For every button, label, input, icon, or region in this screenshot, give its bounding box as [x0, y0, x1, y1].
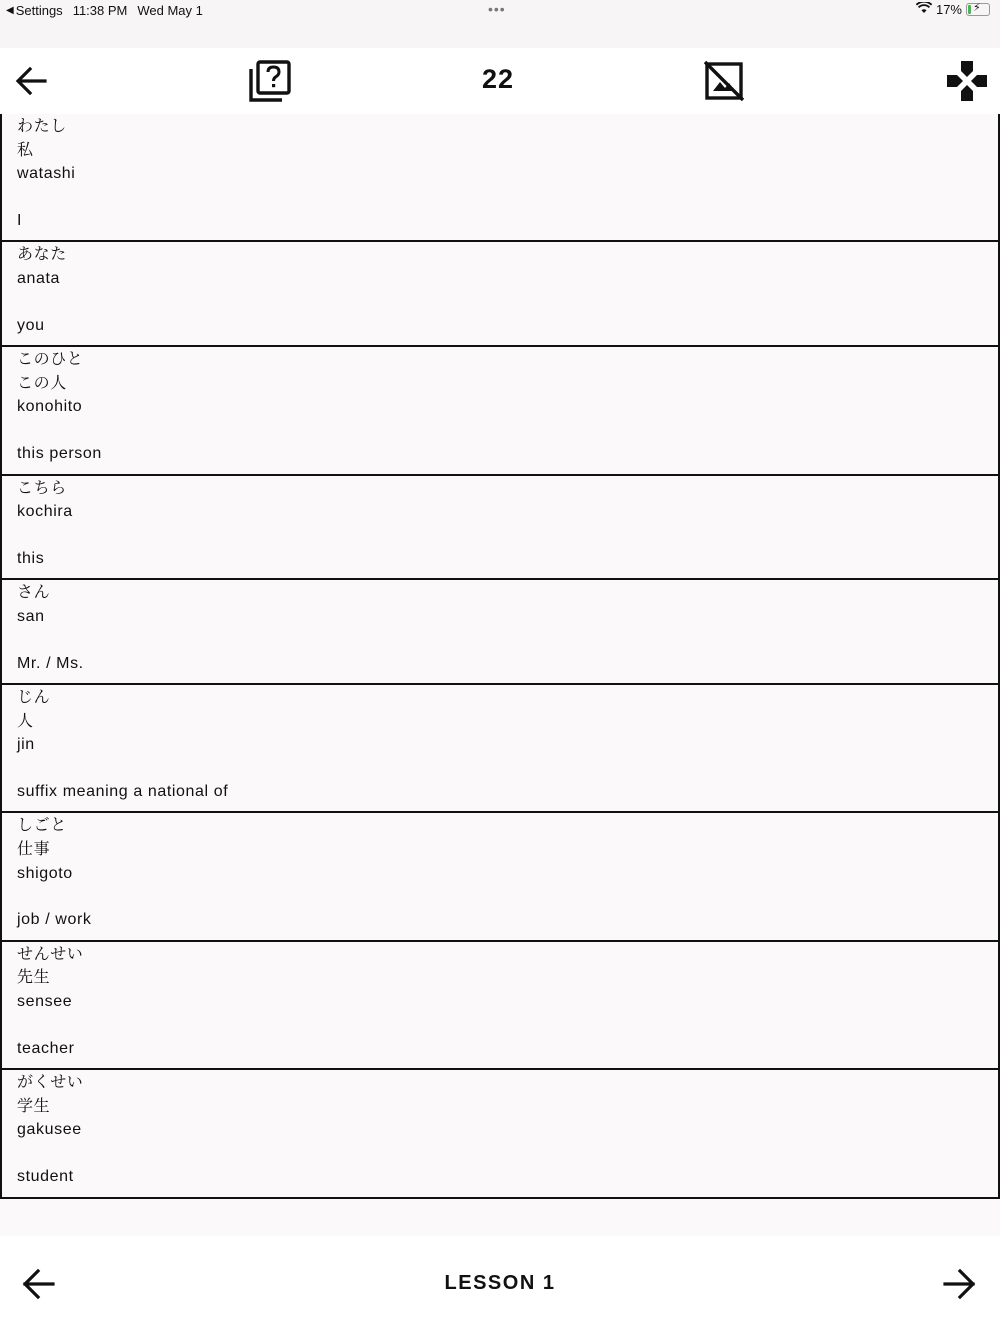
card-count: 22: [481, 64, 515, 94]
multitask-dots[interactable]: •••: [488, 1, 506, 17]
vocab-spacer: [17, 629, 983, 652]
vocab-spacer: [17, 1142, 983, 1165]
vocab-item[interactable]: [0, 685, 1000, 813]
status-time: 11:38 PM: [72, 3, 128, 18]
wifi-icon: [916, 2, 932, 17]
vocab-item[interactable]: [0, 476, 1000, 581]
back-button[interactable]: [8, 58, 54, 104]
vocab-meaning: job / work: [17, 911, 92, 929]
vocab-romaji: san: [17, 607, 45, 625]
vocab-meaning: suffix meaning a national of: [17, 782, 229, 800]
vocabulary-list[interactable]: [0, 114, 1000, 1236]
battery-icon: ⚡: [966, 3, 990, 16]
vocab-romaji: anata: [17, 269, 61, 287]
quiz-button[interactable]: [247, 58, 293, 104]
bottom-bar: [0, 1236, 1000, 1334]
vocab-romaji: shigoto: [17, 864, 73, 882]
vocab-spacer: [17, 1014, 983, 1037]
vocab-kanji: 学生: [17, 1097, 51, 1115]
vocab-romaji: watashi: [17, 165, 76, 183]
vocab-romaji: konohito: [17, 398, 83, 416]
status-date: Wed May 1: [137, 3, 203, 18]
vocab-meaning: Mr. / Ms.: [17, 654, 84, 672]
vocab-item[interactable]: [0, 580, 1000, 685]
vocab-kana: わたし: [17, 118, 67, 135]
vocab-spacer: [17, 291, 983, 314]
lesson-title: LESSON 1: [444, 1272, 556, 1294]
back-to-app-icon[interactable]: ◀: [6, 5, 14, 16]
vocab-kana: じん: [17, 689, 51, 707]
vocab-romaji: gakusee: [17, 1121, 82, 1139]
status-bar: [0, 0, 1000, 48]
vocab-romaji: kochira: [17, 503, 73, 521]
vocab-item[interactable]: [0, 1070, 1000, 1198]
next-lesson-button[interactable]: [940, 1266, 980, 1302]
question-cards-icon: [248, 59, 292, 103]
vocab-meaning: student: [17, 1168, 74, 1185]
status-right: [916, 2, 990, 17]
back-app-label[interactable]: Settings: [15, 3, 63, 18]
vocab-romaji: sensee: [17, 993, 73, 1011]
vocab-kanji: 私: [17, 141, 34, 159]
vocab-romaji: jin: [17, 736, 35, 754]
arrow-left-icon: [15, 67, 47, 95]
vocab-kana: あなた: [17, 246, 67, 264]
status-left: [6, 3, 203, 18]
vocab-item[interactable]: [0, 347, 1000, 475]
vocab-spacer: [17, 885, 983, 908]
vocab-kana: しごと: [17, 817, 67, 835]
vocab-spacer: [17, 524, 983, 547]
hide-image-icon: [703, 60, 745, 102]
battery-percent: 17%: [935, 2, 962, 17]
vocab-item[interactable]: [0, 114, 1000, 242]
vocab-meaning: you: [17, 316, 45, 334]
vocab-meaning: teacher: [17, 1039, 75, 1057]
top-toolbar: [0, 48, 1000, 114]
vocab-item[interactable]: [0, 942, 1000, 1070]
vocab-meaning: this: [17, 549, 45, 567]
vocab-spacer: [17, 757, 983, 780]
game-button[interactable]: [944, 58, 990, 104]
vocab-kanji: 人: [17, 712, 34, 730]
vocab-kana: さん: [17, 584, 51, 602]
arrow-right-icon: [943, 1268, 977, 1300]
vocab-item[interactable]: [0, 813, 1000, 941]
vocab-kanji: 仕事: [17, 841, 51, 859]
vocab-kanji: 先生: [17, 969, 51, 987]
vocab-spacer: [17, 419, 983, 442]
vocab-spacer: [17, 186, 983, 209]
vocab-item[interactable]: [0, 242, 1000, 347]
vocab-kana: がくせい: [17, 1074, 84, 1092]
gamepad-icon: [946, 60, 988, 102]
vocab-kana: このひと: [17, 351, 84, 369]
vocab-kanji: この人: [17, 374, 67, 392]
vocab-kana: せんせい: [17, 945, 84, 963]
vocab-kana: こちら: [17, 479, 67, 497]
vocab-meaning: I: [17, 211, 23, 229]
image-toggle-button[interactable]: [701, 58, 747, 104]
vocab-meaning: this person: [17, 444, 102, 462]
